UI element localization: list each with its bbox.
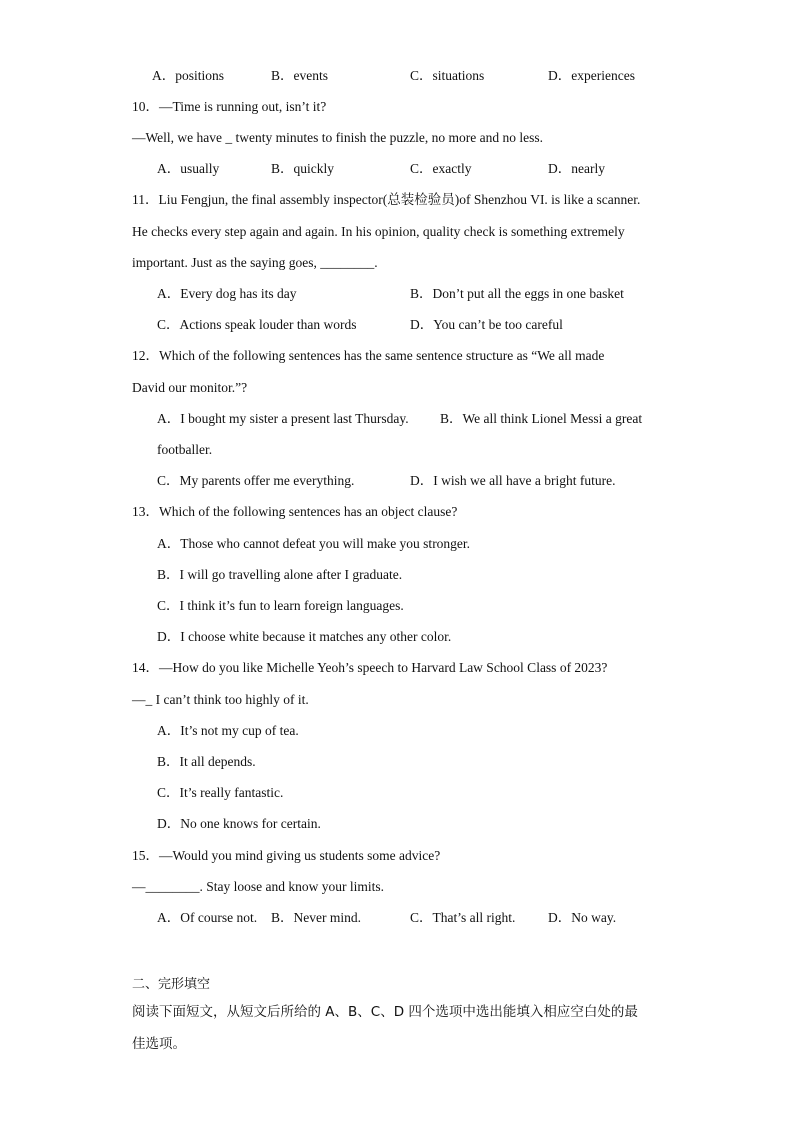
q11-line-3: important. Just as the saying goes, ________. <box>132 255 378 270</box>
q13-option-c: C．I think it’s fun to learn foreign languages. <box>157 598 404 613</box>
q11-option-b: B．Don’t put all the eggs in one basket <box>410 286 624 301</box>
q12-line-1: 12．Which of the following sentences has the same sentence structure as “We all made <box>132 348 605 363</box>
q15-stem: 15．—Would you mind giving us students some advice? <box>132 848 441 863</box>
q12-option-d: D．I wish we all have a bright future. <box>410 473 616 488</box>
q12-option-b: B．We all think Lionel Messi a great <box>440 411 643 426</box>
section-title: 二、完形填空 <box>132 977 211 992</box>
q13-option-d: D．I choose white because it matches any other color. <box>157 629 452 644</box>
q13-option-b: B．I will go travelling alone after I graduate. <box>157 567 403 582</box>
q15-reply: —________. Stay loose and know your limits. <box>132 879 384 894</box>
q14-option-c: C．It’s really fantastic. <box>157 785 284 800</box>
q9-option-a: A．positions <box>152 68 225 83</box>
q10-option-a: A．usually <box>157 161 220 176</box>
q13-option-a: A．Those who cannot defeat you will make you stronger. <box>157 536 471 551</box>
q9-option-d: D．experiences <box>548 68 635 83</box>
q11-option-a: A．Every dog has its day <box>157 286 297 301</box>
q12-option-c: C．My parents offer me everything. <box>157 473 355 488</box>
q10-stem: 10．—Time is running out, isn’t it? <box>132 99 327 114</box>
q11-option-c: C．Actions speak louder than words <box>157 317 357 332</box>
q14-stem: 14．—How do you like Michelle Yeoh’s speech to Harvard Law School Class of 2023? <box>132 660 608 675</box>
q10-option-b: B．quickly <box>271 161 334 176</box>
q11-line-1: 11．Liu Fengjun, the final assembly inspector(总装检验员)of Shenzhou VI. is like a scanner. <box>132 192 641 207</box>
q10-option-d: D．nearly <box>548 161 605 176</box>
q11-option-d: D．You can’t be too careful <box>410 317 563 332</box>
section-instruction-line-2: 佳选项。 <box>132 1036 186 1052</box>
q15-option-a: A．Of course not. <box>157 910 258 925</box>
q14-option-b: B．It all depends. <box>157 754 256 769</box>
q12-option-a: A．I bought my sister a present last Thursday. <box>157 411 409 426</box>
q15-option-d: D．No way. <box>548 910 617 925</box>
q13-stem: 13．Which of the following sentences has an object clause? <box>132 504 458 519</box>
q14-option-d: D．No one knows for certain. <box>157 816 321 831</box>
q12-line-2: David our monitor.”? <box>132 380 248 395</box>
q12-option-b-cont: footballer. <box>157 442 213 457</box>
q9-option-c: C．situations <box>410 68 485 83</box>
q11-line-2: He checks every step again and again. In his opinion, quality check is something extremely <box>132 224 625 239</box>
q10-reply: —Well, we have _ twenty minutes to finish the puzzle, no more and no less. <box>132 130 543 145</box>
q10-option-c: C．exactly <box>410 161 472 176</box>
section-instruction-line-1: 阅读下面短文，从短文后所给的 A、B、C、D 四个选项中选出能填入相应空白处的最 <box>132 1004 638 1020</box>
q15-option-c: C．That’s all right. <box>410 910 516 925</box>
q9-option-b: B．events <box>271 68 328 83</box>
q15-option-b: B．Never mind. <box>271 910 361 925</box>
q14-option-a: A．It’s not my cup of tea. <box>157 723 299 738</box>
q14-reply: —_ I can’t think too highly of it. <box>132 692 309 707</box>
